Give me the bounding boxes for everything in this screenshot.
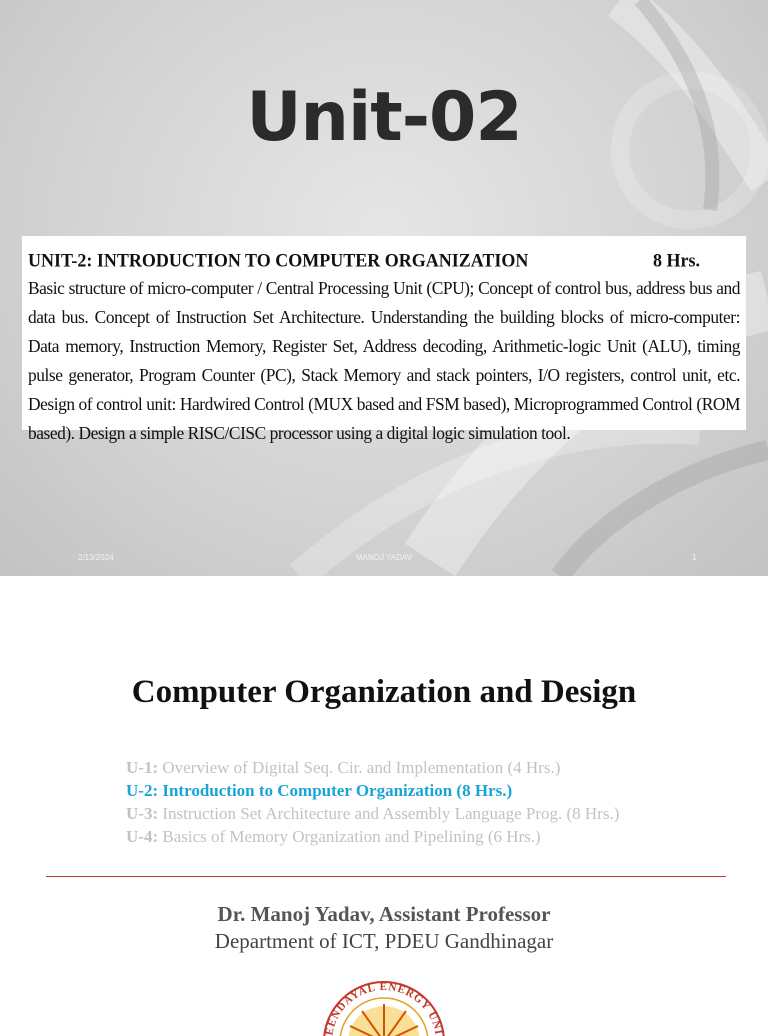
syllabus-heading: UNIT-2: INTRODUCTION TO COMPUTER ORGANIZATION — [28, 249, 529, 271]
unit-item-3 — [126, 802, 619, 825]
divider-line — [46, 876, 726, 877]
unit-text: Instruction Set Architecture and Assembly Language Prog. (8 Hrs.) — [162, 804, 620, 823]
footer-author: MANOJ YADAV — [355, 553, 412, 562]
department: Department of ICT, PDEU Gandhinagar — [214, 929, 554, 953]
unit-code: U-1: — [126, 758, 159, 777]
unit-text: Basics of Memory Organization and Pipelining (6 Hrs.) — [162, 827, 541, 846]
syllabus-box — [22, 236, 746, 443]
footer-date: 2/13/2024 — [78, 553, 114, 562]
unit-item-4 — [126, 825, 619, 848]
unit-item-2-active — [126, 779, 619, 802]
university-logo — [318, 976, 450, 1036]
author-name: Dr. Manoj Yadav, Assistant Professor — [217, 902, 551, 926]
syllabus-body: Basic structure of micro-computer / Central Processing Unit (CPU); Concept of control bus, address bus and data bus. Concept of Instruction Set Architecture. Understanding the building blocks of micro-computer: Data memory, Instruction Memory, Register Set, Address decoding, Arithmetic-logic Unit (ALU), timing pulse generator, Program Counter (PC), Stack Memory and stack pointers, I/O registers, control unit, etc. Design of control unit: Hardwired Control (MUX based and FSM based), Microprogrammed Control (ROM based). Design a simple RISC/CISC processor using a digital logic simulation tool. — [28, 278, 740, 443]
unit-list — [126, 756, 619, 848]
footer-page-number: 1 — [692, 553, 697, 562]
unit-item-1 — [126, 756, 619, 779]
syllabus-heading-row — [28, 245, 740, 274]
slide-2 — [0, 576, 768, 1036]
unit-code: U-4: — [126, 827, 159, 846]
unit-title: Unit-02 — [246, 78, 522, 157]
course-title: Computer Organization and Design — [131, 674, 637, 710]
unit-text: Overview of Digital Seq. Cir. and Implementation (4 Hrs.) — [162, 758, 561, 777]
logo-text: EENDAYAL ENERGY UNI — [323, 980, 445, 1036]
unit-text: Introduction to Computer Organization (8 Hrs.) — [162, 781, 513, 800]
syllabus-hours: 8 Hrs. — [653, 249, 700, 271]
unit-code: U-3: — [126, 804, 159, 823]
unit-code: U-2: — [126, 781, 159, 800]
